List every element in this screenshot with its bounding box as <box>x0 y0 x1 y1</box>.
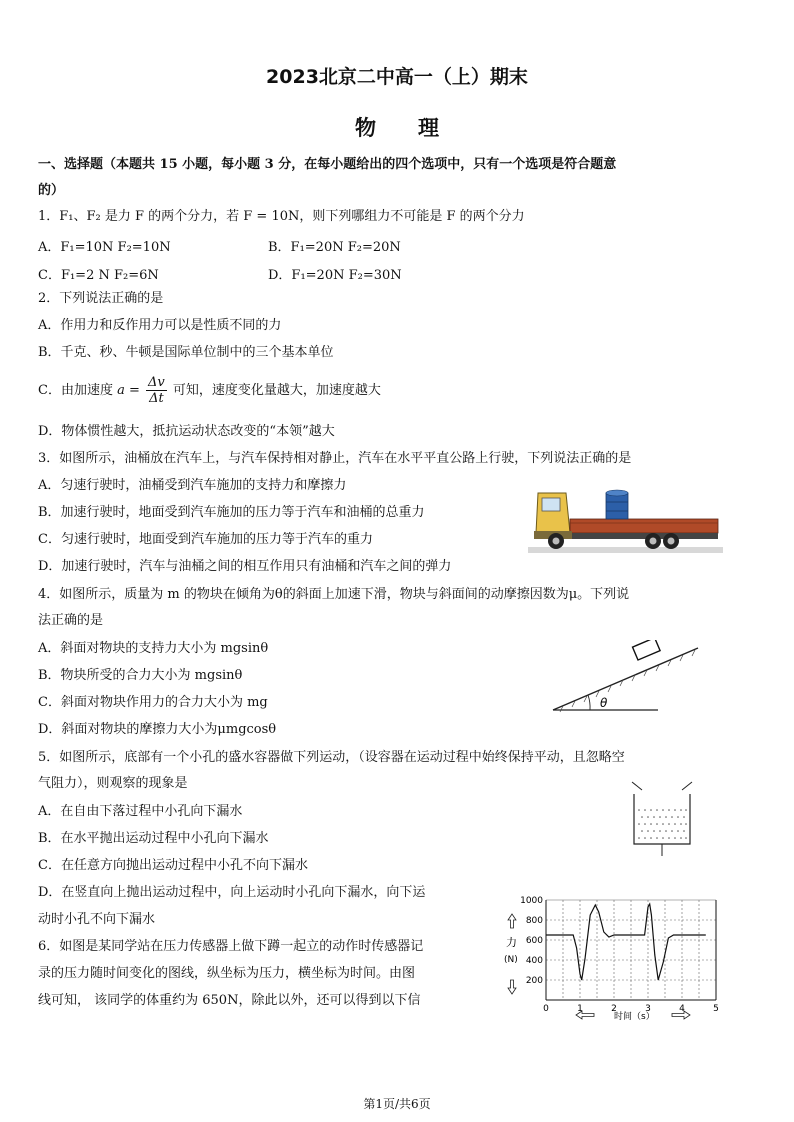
q2-c-variable: a = <box>117 383 140 398</box>
q5-stem-line2: 气阻力），则观察的现象是 <box>38 776 188 791</box>
q4-option-c: C．斜面对物块作用力的合力大小为 mg <box>38 695 268 710</box>
q4-option-b: B．物块所受的合力大小为 mgsinθ <box>38 668 243 683</box>
q3-option-d: D．加速行驶时，汽车与油桶之间的相互作用只有油桶和汽车之间的弹力 <box>38 559 452 574</box>
q2-option-b: B．千克、秒、牛顿是国际单位制中的三个基本单位 <box>38 345 334 360</box>
incline-hatching <box>560 650 695 712</box>
x-tick-label: 4 <box>679 1004 685 1014</box>
q5-option-d-line1: D．在竖直向上抛出运动过程中，向上运动时小孔向下漏水，向下运 <box>38 885 426 900</box>
q3-option-a: A．匀速行驶时，油桶受到汽车施加的支持力和摩擦力 <box>38 478 347 493</box>
y-axis-label-main: 力 <box>506 936 517 949</box>
y-tick-label: 200 <box>525 976 543 986</box>
up-arrow-icon <box>508 914 516 928</box>
document-title: 2023北京二中高一（上）期末 <box>266 66 528 88</box>
q3-stem: 3．如图所示，油桶放在汽车上，与汽车保持相对静止，汽车在水平平直公路上行驶，下列说法正确的是 <box>38 451 632 466</box>
q2-c-denominator: Δt <box>149 391 164 406</box>
x-tick-label: 0 <box>543 1004 549 1014</box>
q1-stem: 1．F₁、F₂ 是力 F 的两个分力，若 F = 10N，则下列哪组力不可能是 F 的两个分力 <box>38 209 525 224</box>
water-container-figure <box>624 772 704 872</box>
incline-figure <box>548 640 708 718</box>
x-tick-label: 3 <box>645 1004 651 1014</box>
q6-stem-line2: 录的压力随时间变化的图线，纵坐标为压力，横坐标为时间。由图 <box>38 966 416 981</box>
y-axis-label-unit: (N) <box>504 955 518 965</box>
q1-option-b: B．F₁=20N F₂=20N <box>268 240 401 255</box>
q4-stem-line2: 法正确的是 <box>38 613 104 628</box>
section-heading-line2: 的） <box>38 183 65 198</box>
x-axis-label: 时间（s） <box>614 1012 655 1022</box>
subject-title: 物 理 <box>355 116 439 140</box>
q2-stem: 2．下列说法正确的是 <box>38 291 164 306</box>
q1-option-d: D．F₁=20N F₂=30N <box>268 268 402 283</box>
q5-option-b: B．在水平抛出运动过程中小孔向下漏水 <box>38 831 269 846</box>
q2-c-numerator: Δv <box>148 375 165 390</box>
y-tick-label: 400 <box>525 956 543 966</box>
q4-option-d: D．斜面对物块的摩擦力大小为μmgcosθ <box>38 722 277 737</box>
y-tick-label: 800 <box>525 916 543 926</box>
q5-stem-line1: 5．如图所示，底部有一个小孔的盛水容器做下列运动，（设容器在运动过程中始终保持平动，且忽略空 <box>38 750 625 765</box>
q6-stem-line1: 6．如图是某同学站在压力传感器上做下蹲一起立的动作时传感器记 <box>38 939 424 954</box>
y-axis-arrows <box>508 914 516 994</box>
down-arrow-icon <box>508 980 516 994</box>
q2-c-fraction <box>146 375 167 406</box>
q5-option-a: A．在自由下落过程中小孔向下漏水 <box>38 804 243 819</box>
right-handle <box>682 782 692 790</box>
block-on-incline <box>633 640 661 660</box>
page-footer: 第1页/共6页 <box>363 1097 431 1111</box>
q5-option-d-line2: 动时小孔不向下漏水 <box>38 912 156 927</box>
q2-c-suffix: 可知，速度变化量越大，加速度越大 <box>172 383 381 398</box>
chart-y-ticks <box>520 896 543 986</box>
q4-option-a: A．斜面对物块的支持力大小为 mgsinθ <box>38 641 269 656</box>
container-body <box>634 794 690 844</box>
y-tick-label: 1000 <box>520 896 543 906</box>
angle-arc <box>588 695 590 710</box>
chart-grid <box>546 900 716 1000</box>
q1-option-c: C．F₁=2 N F₂=6N <box>38 268 159 283</box>
q4-stem-line1: 4．如图所示，质量为 m 的物块在倾角为θ的斜面上加速下滑，物块与斜面间的动摩擦因数为μ。下列说 <box>38 587 630 602</box>
left-handle <box>632 782 642 790</box>
incline-surface <box>553 648 698 710</box>
x-tick-label: 2 <box>611 1004 617 1014</box>
x-tick-label: 1 <box>577 1004 583 1014</box>
section-heading-line1: 一、选择题（本题共 15 小题，每小题 3 分，在每小题给出的四个选项中，只有一个选项是符合题意 <box>38 157 617 172</box>
q3-option-b: B．加速行驶时，地面受到汽车施加的压力等于汽车和油桶的总重力 <box>38 505 425 520</box>
angle-theta-label: θ <box>600 696 608 710</box>
oil-barrel-icon <box>606 490 628 519</box>
q1-option-a: A．F₁=10N F₂=10N <box>38 240 171 255</box>
q2-option-a: A．作用力和反作用力可以是性质不同的力 <box>38 318 282 333</box>
q6-stem-line3: 线可知， 该同学的体重约为 650N，除此以外，还可以得到以下信 <box>38 993 421 1008</box>
water-dots <box>638 809 687 839</box>
q2-option-d: D．物体惯性越大，抵抗运动状态改变的“本领”越大 <box>38 424 335 439</box>
truck-figure <box>528 483 723 555</box>
force-time-chart <box>498 890 726 1028</box>
y-tick-label: 600 <box>525 936 543 946</box>
q2-option-c <box>38 375 381 406</box>
q3-option-c: C．匀速行驶时，地面受到汽车施加的压力等于汽车的重力 <box>38 532 373 547</box>
q2-c-prefix: C．由加速度 <box>38 383 113 398</box>
q5-option-c: C．在任意方向抛出运动过程中小孔不向下漏水 <box>38 858 308 873</box>
x-tick-label: 5 <box>713 1004 719 1014</box>
